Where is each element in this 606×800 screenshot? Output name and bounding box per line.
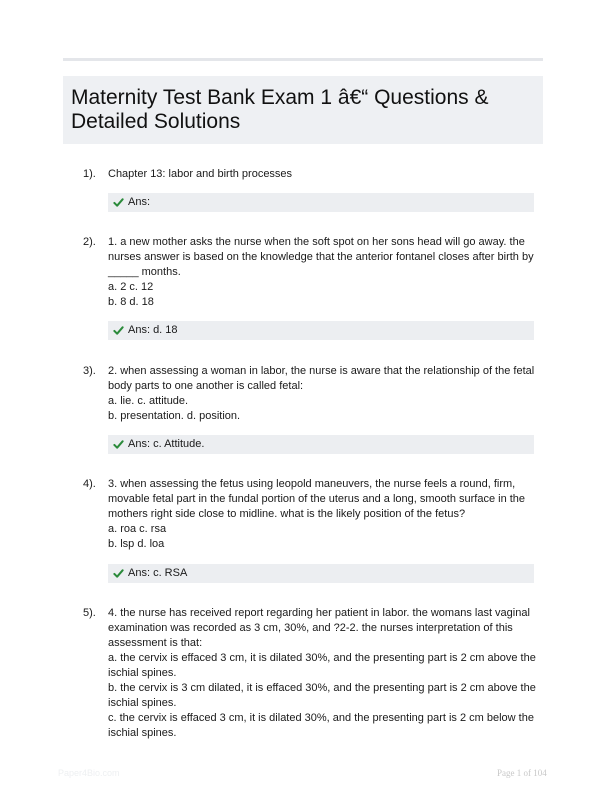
question-number: 2). [83, 236, 96, 248]
question-number: 1). [83, 168, 96, 180]
option-line: a. 2 c. 12 [108, 281, 154, 293]
question-text [108, 167, 536, 182]
question-line: 4. the nurse has received report regarding her patient in labor. the womans last vaginal [108, 607, 530, 619]
page-number: Page 1 of 104 [497, 768, 547, 778]
option-line: a. roa c. rsa [108, 523, 167, 535]
question-line: movable fetal part in the fundal portion of the uterus and a long, smooth surface in the [108, 493, 526, 505]
document-title [71, 86, 535, 134]
answer-box-1 [108, 193, 534, 212]
option-line: b. the cervix is 3 cm dilated, it is effaced 30%, and the presenting part is 2 cm above the [108, 682, 536, 694]
question-line: _____ months. [108, 266, 181, 278]
title-line-2: Detailed Solutions [71, 110, 241, 133]
option-line: ischial spines. [108, 697, 177, 709]
option-line: b. presentation. d. position. [108, 410, 241, 422]
question-line: nurses answer is based on the knowledge that the anterior fontanel closes after birth by [108, 251, 534, 263]
question-line: Chapter 13: labor and birth processes [108, 168, 293, 180]
answer-box-2 [108, 321, 534, 340]
question-line: 2. when assessing a woman in labor, the nurse is aware that the relationship of the fetal [108, 365, 535, 377]
question-line: body parts to one another is called fetal: [108, 380, 304, 392]
option-line: b. lsp d. loa [108, 538, 165, 550]
title-line-1: Maternity Test Bank Exam 1 â€“ Questions & [71, 86, 489, 109]
question-line: mothers right side close to midline. what is the likely position of the fetus? [108, 508, 466, 520]
title-banner [63, 76, 543, 144]
top-divider [63, 58, 543, 61]
option-line: a. the cervix is effaced 3 cm, it is dilated 30%, and the presenting part is 2 cm above the [108, 652, 536, 664]
question-number: 4). [83, 478, 96, 490]
question-line: assessment is that: [108, 637, 203, 649]
check-icon [113, 568, 124, 579]
question-text [108, 477, 536, 552]
question-text [108, 235, 536, 310]
answer-text: Ans: d. 18 [128, 324, 178, 336]
option-line: a. lie. c. attitude. [108, 395, 189, 407]
question-line: 1. a new mother asks the nurse when the soft spot on her sons head will go away. the [108, 236, 525, 248]
check-icon [113, 325, 124, 336]
check-icon [113, 439, 124, 450]
footer-watermark: Paper4Bio.com [58, 768, 120, 778]
option-line: c. the cervix is effaced 3 cm, it is dilated 30%, and the presenting part is 2 cm below the [108, 712, 534, 724]
answer-text: Ans: c. Attitude. [128, 438, 205, 450]
option-line: ischial spines. [108, 727, 177, 739]
answer-text: Ans: c. RSA [128, 567, 188, 579]
question-text [108, 364, 536, 424]
check-icon [113, 197, 124, 208]
question-number: 3). [83, 365, 96, 377]
answer-box-4 [108, 564, 534, 583]
question-line: 3. when assessing the fetus using leopold maneuvers, the nurse feels a round, firm, [108, 478, 516, 490]
question-text [108, 606, 536, 741]
option-line: ischial spines. [108, 667, 177, 679]
question-line: examination was recorded as 3 cm, 30%, and ?2-2. the nurses interpretation of this [108, 622, 513, 634]
question-number: 5). [83, 607, 96, 619]
answer-box-3 [108, 435, 534, 454]
option-line: b. 8 d. 18 [108, 296, 154, 308]
answer-text: Ans: [128, 196, 151, 208]
